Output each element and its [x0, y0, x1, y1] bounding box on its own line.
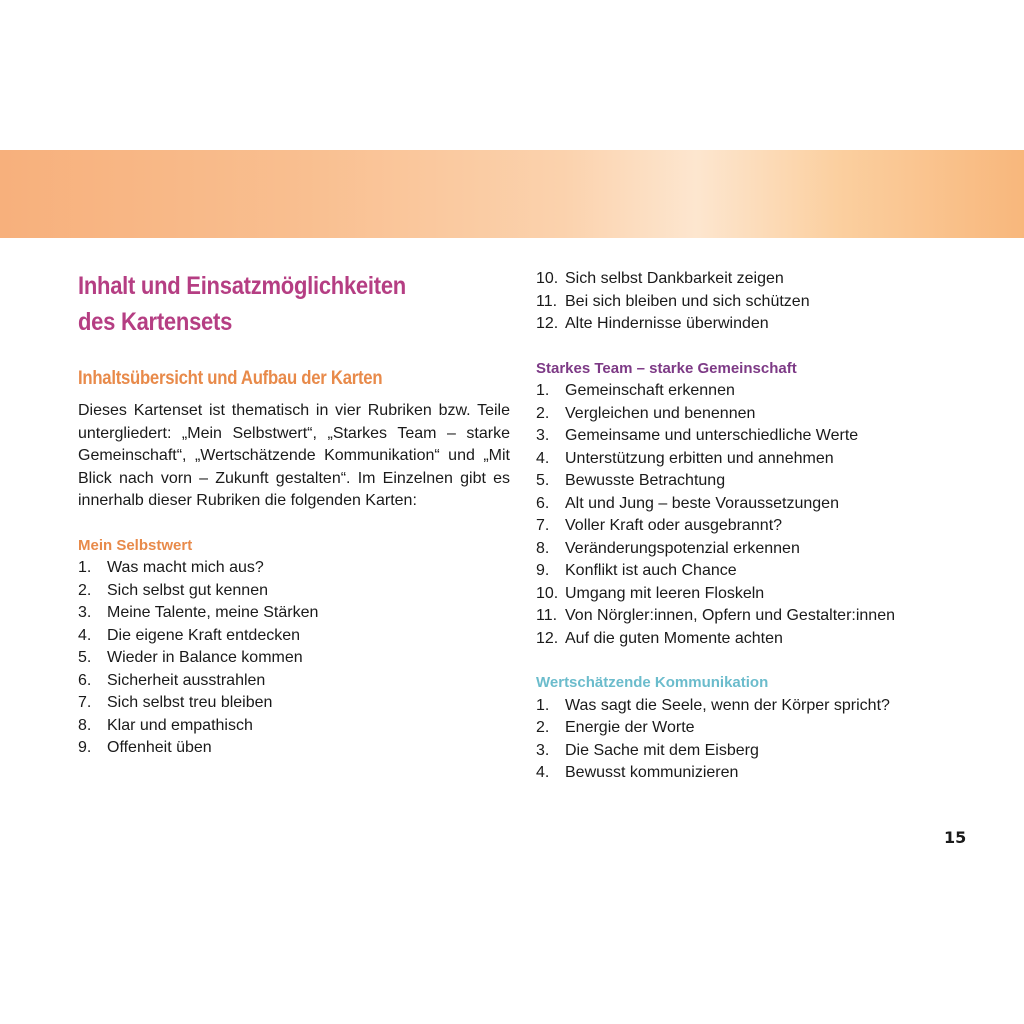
- section-subtitle: Inhaltsübersicht und Aufbau der Karten: [78, 368, 383, 389]
- list-item: 2. Vergleichen und benennen: [536, 404, 756, 422]
- list-item: 1. Gemeinschaft erkennen: [536, 382, 735, 399]
- list-item: 4. Bewusst kommunizieren: [536, 764, 739, 781]
- heading-mein-selbstwert: Mein Selbstwert: [78, 536, 193, 554]
- list-item: 2. Sich selbst gut kennen: [78, 581, 268, 599]
- list-item: 11. Bei sich bleiben und sich schützen: [536, 292, 810, 310]
- list-item: 1. Was macht mich aus?: [78, 559, 264, 576]
- list-item: 10. Umgang mit leeren Floskeln: [536, 584, 765, 602]
- list-item: 3. Meine Talente, meine Stärken: [78, 604, 319, 621]
- list-item: 8. Veränderungspotenzial erkennen: [536, 539, 800, 557]
- list-item: 3. Gemeinsame und unterschiedliche Werte: [536, 427, 859, 444]
- list-item: 10. Sich selbst Dankbarkeit zeigen: [536, 270, 784, 287]
- intro-paragraph: Dieses Kartenset ist thematisch in vier Rubriken bzw. Teile untergliedert: „Mein Selbstwert“, „Starkes Team – starke Gemeinschaft“, „Wertschätzende Kommunikation“ und „Mit Blick nach vorn – Zukunft gestalten“. Im Einzelnen gibt es innerhalb dieser Rubriken die folgenden Karten:: [78, 402, 510, 509]
- heading-starkes-team: Starkes Team – starke Gemeinschaft: [536, 359, 797, 377]
- list-item: 3. Die Sache mit dem Eisberg: [536, 741, 759, 759]
- list-item: 5. Bewusste Betrachtung: [536, 472, 726, 489]
- list-item: 5. Wieder in Balance kommen: [78, 649, 303, 666]
- list-item: 6. Alt und Jung – beste Voraussetzungen: [536, 494, 839, 512]
- list-item: 7. Voller Kraft oder ausgebrannt?: [536, 517, 783, 534]
- left-column: [78, 268, 510, 760]
- list-item: 12. Auf die guten Momente achten: [536, 629, 783, 647]
- list-item: 11. Von Nörgler:innen, Opfern und Gestalter:innen: [536, 607, 895, 624]
- list-item: 9. Konflikt ist auch Chance: [536, 562, 737, 579]
- list-item: 7. Sich selbst treu bleiben: [78, 694, 273, 711]
- list-item: 12. Alte Hindernisse überwinden: [536, 315, 769, 332]
- page-title: [78, 268, 509, 340]
- heading-wertschaetzende-kommunikation: Wertschätzende Kommunikation: [536, 674, 769, 691]
- list-starkes-team: [536, 380, 966, 650]
- list-wertschaetzende-kommunikation: [536, 695, 966, 785]
- list-item: 2. Energie der Worte: [536, 719, 695, 736]
- right-column: [536, 268, 966, 785]
- list-item: 4. Unterstützung erbitten und annehmen: [536, 449, 834, 467]
- list-mein-selbstwert: [78, 557, 510, 760]
- list-item: 4. Die eigene Kraft entdecken: [78, 626, 301, 644]
- list-item: 1. Was sagt die Seele, wenn der Körper spricht?: [536, 696, 890, 714]
- page-number: 15: [944, 828, 967, 847]
- list-item: 9. Offenheit üben: [78, 739, 212, 756]
- list-item: 8. Klar und empathisch: [78, 716, 253, 734]
- header-banner: [0, 150, 1024, 238]
- page-title-line-2: des Kartensets: [78, 308, 233, 336]
- list-mein-selbstwert-continued: [536, 268, 966, 336]
- list-item: 6. Sicherheit ausstrahlen: [78, 671, 266, 689]
- page-title-line-1: Inhalt und Einsatzmöglichkeiten: [78, 272, 406, 300]
